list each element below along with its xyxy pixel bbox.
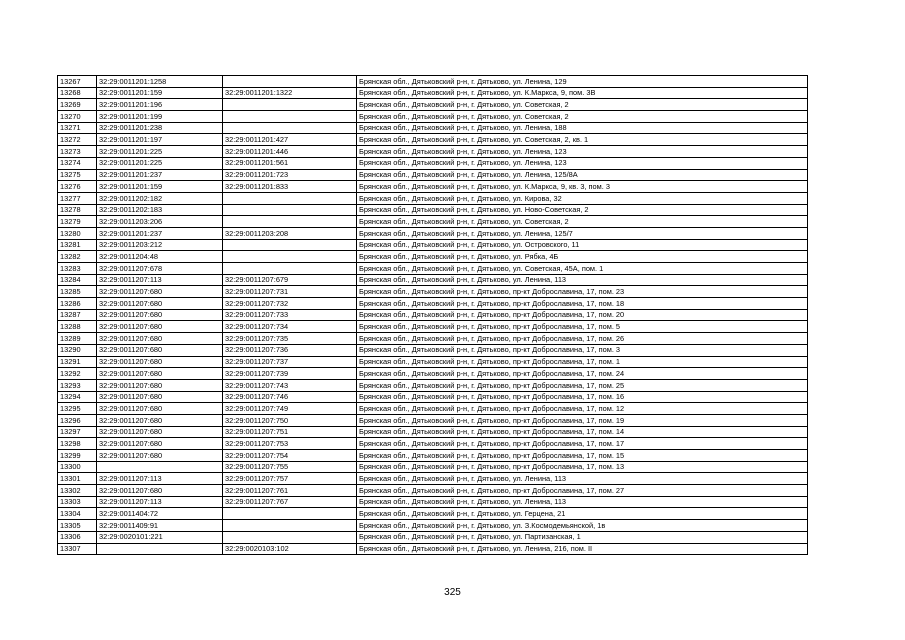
table-row bbox=[58, 531, 808, 543]
related-cadastral-number-cell: 32:29:0011203:208 bbox=[223, 227, 357, 239]
related-cadastral-number-cell: 32:29:0011207:679 bbox=[223, 274, 357, 286]
table-row bbox=[58, 157, 808, 169]
table-row bbox=[58, 496, 808, 508]
row-number-cell: 13269 bbox=[58, 99, 97, 111]
related-cadastral-number-cell: 32:29:0011201:427 bbox=[223, 134, 357, 146]
address-cell: Брянская обл., Дятьковский р-н, г. Дятьково, пр-кт Доброславина, 17, пом. 12 bbox=[357, 403, 808, 415]
cadastral-number-cell: 32:29:0011207:680 bbox=[97, 379, 223, 391]
related-cadastral-number-cell bbox=[223, 204, 357, 216]
address-cell: Брянская обл., Дятьковский р-н, г. Дятьково, ул. Ново-Советская, 2 bbox=[357, 204, 808, 216]
address-cell: Брянская обл., Дятьковский р-н, г. Дятьково, пр-кт Доброславина, 17, пом. 23 bbox=[357, 286, 808, 298]
row-number-cell: 13296 bbox=[58, 414, 97, 426]
related-cadastral-number-cell: 32:29:0011201:723 bbox=[223, 169, 357, 181]
address-cell: Брянская обл., Дятьковский р-н, г. Дятьково, ул. Советская, 2 bbox=[357, 216, 808, 228]
table-row bbox=[58, 438, 808, 450]
related-cadastral-number-cell: 32:29:0011207:743 bbox=[223, 379, 357, 391]
table-row bbox=[58, 146, 808, 158]
row-number-cell: 13297 bbox=[58, 426, 97, 438]
cadastral-number-cell: 32:29:0011207:680 bbox=[97, 286, 223, 298]
table-row bbox=[58, 216, 808, 228]
cadastral-number-cell: 32:29:0011201:225 bbox=[97, 146, 223, 158]
address-cell: Брянская обл., Дятьковский р-н, г. Дятьково, ул. Ленина, 123 bbox=[357, 157, 808, 169]
registry-table bbox=[57, 75, 808, 555]
table-row bbox=[58, 251, 808, 263]
cadastral-number-cell: 32:29:0011207:680 bbox=[97, 344, 223, 356]
cadastral-number-cell bbox=[97, 461, 223, 473]
cadastral-number-cell: 32:29:0011207:680 bbox=[97, 438, 223, 450]
cadastral-number-cell: 32:29:0011207:680 bbox=[97, 403, 223, 415]
row-number-cell: 13305 bbox=[58, 520, 97, 532]
table-row bbox=[58, 333, 808, 345]
related-cadastral-number-cell: 32:29:0011207:736 bbox=[223, 344, 357, 356]
table-row bbox=[58, 298, 808, 310]
address-cell: Брянская обл., Дятьковский р-н, г. Дятьково, ул. Советская, 2 bbox=[357, 99, 808, 111]
cadastral-number-cell: 32:29:0011207:680 bbox=[97, 426, 223, 438]
related-cadastral-number-cell: 32:29:0011207:739 bbox=[223, 368, 357, 380]
table-row bbox=[58, 485, 808, 497]
address-cell: Брянская обл., Дятьковский р-н, г. Дятьково, ул. Ленина, 113 bbox=[357, 274, 808, 286]
address-cell: Брянская обл., Дятьковский р-н, г. Дятьково, ул. Советская, 2, кв. 1 bbox=[357, 134, 808, 146]
related-cadastral-number-cell bbox=[223, 122, 357, 134]
related-cadastral-number-cell bbox=[223, 520, 357, 532]
row-number-cell: 13306 bbox=[58, 531, 97, 543]
cadastral-number-cell: 32:29:0020101:221 bbox=[97, 531, 223, 543]
table-row bbox=[58, 461, 808, 473]
table-row bbox=[58, 391, 808, 403]
table-row bbox=[58, 227, 808, 239]
registry-table-body bbox=[58, 76, 808, 555]
cadastral-number-cell: 32:29:0011201:237 bbox=[97, 169, 223, 181]
table-row bbox=[58, 321, 808, 333]
cadastral-number-cell: 32:29:0011207:680 bbox=[97, 485, 223, 497]
related-cadastral-number-cell bbox=[223, 192, 357, 204]
row-number-cell: 13298 bbox=[58, 438, 97, 450]
cadastral-number-cell: 32:29:0011207:680 bbox=[97, 309, 223, 321]
cadastral-number-cell: 32:29:0011207:680 bbox=[97, 391, 223, 403]
address-cell: Брянская обл., Дятьковский р-н, г. Дятьково, ул. Ленина, 129 bbox=[357, 76, 808, 88]
cadastral-number-cell: 32:29:0011201:159 bbox=[97, 87, 223, 99]
table-row bbox=[58, 76, 808, 88]
row-number-cell: 13276 bbox=[58, 181, 97, 193]
table-row bbox=[58, 508, 808, 520]
row-number-cell: 13289 bbox=[58, 333, 97, 345]
cadastral-number-cell: 32:29:0011202:182 bbox=[97, 192, 223, 204]
table-row bbox=[58, 274, 808, 286]
row-number-cell: 13281 bbox=[58, 239, 97, 251]
related-cadastral-number-cell bbox=[223, 263, 357, 275]
row-number-cell: 13292 bbox=[58, 368, 97, 380]
row-number-cell: 13300 bbox=[58, 461, 97, 473]
address-cell: Брянская обл., Дятьковский р-н, г. Дятьково, пр-кт Доброславина, 17, пом. 26 bbox=[357, 333, 808, 345]
cadastral-number-cell: 32:29:0011409:91 bbox=[97, 520, 223, 532]
address-cell: Брянская обл., Дятьковский р-н, г. Дятьково, ул. Ленина, 216, пом. II bbox=[357, 543, 808, 555]
related-cadastral-number-cell bbox=[223, 99, 357, 111]
row-number-cell: 13279 bbox=[58, 216, 97, 228]
address-cell: Брянская обл., Дятьковский р-н, г. Дятьково, ул. Ленина, 113 bbox=[357, 473, 808, 485]
row-number-cell: 13270 bbox=[58, 111, 97, 123]
cadastral-number-cell: 32:29:0011207:113 bbox=[97, 274, 223, 286]
address-cell: Брянская обл., Дятьковский р-н, г. Дятьково, пр-кт Доброславина, 17, пом. 20 bbox=[357, 309, 808, 321]
address-cell: Брянская обл., Дятьковский р-н, г. Дятьково, ул. К.Маркса, 9, пом. 3В bbox=[357, 87, 808, 99]
address-cell: Брянская обл., Дятьковский р-н, г. Дятьково, пр-кт Доброславина, 17, пом. 19 bbox=[357, 414, 808, 426]
row-number-cell: 13286 bbox=[58, 298, 97, 310]
row-number-cell: 13304 bbox=[58, 508, 97, 520]
cadastral-number-cell: 32:29:0011201:238 bbox=[97, 122, 223, 134]
table-row bbox=[58, 87, 808, 99]
table-row bbox=[58, 309, 808, 321]
related-cadastral-number-cell bbox=[223, 111, 357, 123]
related-cadastral-number-cell: 32:29:0011207:732 bbox=[223, 298, 357, 310]
address-cell: Брянская обл., Дятьковский р-н, г. Дятьково, пр-кт Доброславина, 17, пом. 24 bbox=[357, 368, 808, 380]
cadastral-number-cell: 32:29:0011207:113 bbox=[97, 496, 223, 508]
row-number-cell: 13272 bbox=[58, 134, 97, 146]
address-cell: Брянская обл., Дятьковский р-н, г. Дятьково, ул. Герцена, 21 bbox=[357, 508, 808, 520]
row-number-cell: 13303 bbox=[58, 496, 97, 508]
related-cadastral-number-cell: 32:29:0011207:767 bbox=[223, 496, 357, 508]
address-cell: Брянская обл., Дятьковский р-н, г. Дятьково, пр-кт Доброславина, 17, пом. 16 bbox=[357, 391, 808, 403]
row-number-cell: 13271 bbox=[58, 122, 97, 134]
table-row bbox=[58, 344, 808, 356]
table-row bbox=[58, 122, 808, 134]
related-cadastral-number-cell bbox=[223, 251, 357, 263]
related-cadastral-number-cell: 32:29:0011207:746 bbox=[223, 391, 357, 403]
row-number-cell: 13284 bbox=[58, 274, 97, 286]
table-row bbox=[58, 99, 808, 111]
related-cadastral-number-cell bbox=[223, 216, 357, 228]
related-cadastral-number-cell: 32:29:0011207:750 bbox=[223, 414, 357, 426]
related-cadastral-number-cell: 32:29:0011207:734 bbox=[223, 321, 357, 333]
row-number-cell: 13307 bbox=[58, 543, 97, 555]
cadastral-number-cell: 32:29:0011202:183 bbox=[97, 204, 223, 216]
row-number-cell: 13285 bbox=[58, 286, 97, 298]
row-number-cell: 13282 bbox=[58, 251, 97, 263]
row-number-cell: 13291 bbox=[58, 356, 97, 368]
address-cell: Брянская обл., Дятьковский р-н, г. Дятьково, пр-кт Доброславина, 17, пом. 25 bbox=[357, 379, 808, 391]
related-cadastral-number-cell bbox=[223, 239, 357, 251]
address-cell: Брянская обл., Дятьковский р-н, г. Дятьково, ул. Ленина, 123 bbox=[357, 146, 808, 158]
cadastral-number-cell: 32:29:0011201:237 bbox=[97, 227, 223, 239]
address-cell: Брянская обл., Дятьковский р-н, г. Дятьково, пр-кт Доброславина, 17, пом. 15 bbox=[357, 450, 808, 462]
address-cell: Брянская обл., Дятьковский р-н, г. Дятьково, пр-кт Доброславина, 17, пом. 18 bbox=[357, 298, 808, 310]
row-number-cell: 13273 bbox=[58, 146, 97, 158]
related-cadastral-number-cell: 32:29:0011207:754 bbox=[223, 450, 357, 462]
related-cadastral-number-cell: 32:29:0011207:761 bbox=[223, 485, 357, 497]
related-cadastral-number-cell bbox=[223, 76, 357, 88]
row-number-cell: 13275 bbox=[58, 169, 97, 181]
table-row bbox=[58, 286, 808, 298]
address-cell: Брянская обл., Дятьковский р-н, г. Дятьково, ул. Ленина, 125/8А bbox=[357, 169, 808, 181]
row-number-cell: 13302 bbox=[58, 485, 97, 497]
address-cell: Брянская обл., Дятьковский р-н, г. Дятьково, ул. К.Маркса, 9, кв. 3, пом. 3 bbox=[357, 181, 808, 193]
cadastral-number-cell: 32:29:0011207:680 bbox=[97, 333, 223, 345]
table-row bbox=[58, 169, 808, 181]
related-cadastral-number-cell: 32:29:0011207:751 bbox=[223, 426, 357, 438]
table-row bbox=[58, 426, 808, 438]
cadastral-number-cell bbox=[97, 543, 223, 555]
address-cell: Брянская обл., Дятьковский р-н, г. Дятьково, ул. З.Космодемьянской, 1в bbox=[357, 520, 808, 532]
cadastral-number-cell: 32:29:0011203:212 bbox=[97, 239, 223, 251]
cadastral-number-cell: 32:29:0011207:680 bbox=[97, 298, 223, 310]
row-number-cell: 13268 bbox=[58, 87, 97, 99]
address-cell: Брянская обл., Дятьковский р-н, г. Дятьково, ул. Советская, 45А, пом. 1 bbox=[357, 263, 808, 275]
cadastral-number-cell: 32:29:0011207:680 bbox=[97, 414, 223, 426]
row-number-cell: 13287 bbox=[58, 309, 97, 321]
cadastral-number-cell: 32:29:0011201:1258 bbox=[97, 76, 223, 88]
table-row bbox=[58, 403, 808, 415]
row-number-cell: 13294 bbox=[58, 391, 97, 403]
address-cell: Брянская обл., Дятьковский р-н, г. Дятьково, пр-кт Доброславина, 17, пом. 27 bbox=[357, 485, 808, 497]
cadastral-number-cell: 32:29:0011207:680 bbox=[97, 356, 223, 368]
table-row bbox=[58, 414, 808, 426]
related-cadastral-number-cell: 32:29:0011207:735 bbox=[223, 333, 357, 345]
address-cell: Брянская обл., Дятьковский р-н, г. Дятьково, пр-кт Доброславина, 17, пом. 17 bbox=[357, 438, 808, 450]
row-number-cell: 13283 bbox=[58, 263, 97, 275]
row-number-cell: 13280 bbox=[58, 227, 97, 239]
row-number-cell: 13290 bbox=[58, 344, 97, 356]
table-row bbox=[58, 379, 808, 391]
related-cadastral-number-cell: 32:29:0011207:749 bbox=[223, 403, 357, 415]
related-cadastral-number-cell: 32:29:0011207:733 bbox=[223, 309, 357, 321]
related-cadastral-number-cell: 32:29:0011201:561 bbox=[223, 157, 357, 169]
address-cell: Брянская обл., Дятьковский р-н, г. Дятьково, пр-кт Доброславина, 17, пом. 14 bbox=[357, 426, 808, 438]
address-cell: Брянская обл., Дятьковский р-н, г. Дятьково, пр-кт Доброславина, 17, пом. 3 bbox=[357, 344, 808, 356]
table-row bbox=[58, 134, 808, 146]
row-number-cell: 13267 bbox=[58, 76, 97, 88]
table-row bbox=[58, 356, 808, 368]
address-cell: Брянская обл., Дятьковский р-н, г. Дятьково, ул. Рябка, 4Б bbox=[357, 251, 808, 263]
table-row bbox=[58, 192, 808, 204]
cadastral-number-cell: 32:29:0011201:159 bbox=[97, 181, 223, 193]
table-row bbox=[58, 450, 808, 462]
cadastral-number-cell: 32:29:0011201:196 bbox=[97, 99, 223, 111]
address-cell: Брянская обл., Дятьковский р-н, г. Дятьково, ул. Ленина, 113 bbox=[357, 496, 808, 508]
address-cell: Брянская обл., Дятьковский р-н, г. Дятьково, ул. Кирова, 32 bbox=[357, 192, 808, 204]
row-number-cell: 13295 bbox=[58, 403, 97, 415]
row-number-cell: 13288 bbox=[58, 321, 97, 333]
row-number-cell: 13274 bbox=[58, 157, 97, 169]
cadastral-number-cell: 32:29:0011204:48 bbox=[97, 251, 223, 263]
related-cadastral-number-cell: 32:29:0011207:757 bbox=[223, 473, 357, 485]
cadastral-number-cell: 32:29:0011201:197 bbox=[97, 134, 223, 146]
related-cadastral-number-cell: 32:29:0011201:1322 bbox=[223, 87, 357, 99]
table-row bbox=[58, 111, 808, 123]
address-cell: Брянская обл., Дятьковский р-н, г. Дятьково, пр-кт Доброславина, 17, пом. 5 bbox=[357, 321, 808, 333]
related-cadastral-number-cell: 32:29:0011207:753 bbox=[223, 438, 357, 450]
related-cadastral-number-cell: 32:29:0011207:737 bbox=[223, 356, 357, 368]
cadastral-number-cell: 32:29:0011207:678 bbox=[97, 263, 223, 275]
table-row bbox=[58, 263, 808, 275]
table-row bbox=[58, 473, 808, 485]
row-number-cell: 13293 bbox=[58, 379, 97, 391]
cadastral-number-cell: 32:29:0011201:199 bbox=[97, 111, 223, 123]
related-cadastral-number-cell bbox=[223, 508, 357, 520]
table-row bbox=[58, 368, 808, 380]
cadastral-number-cell: 32:29:0011203:206 bbox=[97, 216, 223, 228]
related-cadastral-number-cell: 32:29:0011207:731 bbox=[223, 286, 357, 298]
cadastral-number-cell: 32:29:0011207:680 bbox=[97, 450, 223, 462]
table-row bbox=[58, 239, 808, 251]
cadastral-number-cell: 32:29:0011201:225 bbox=[97, 157, 223, 169]
row-number-cell: 13301 bbox=[58, 473, 97, 485]
address-cell: Брянская обл., Дятьковский р-н, г. Дятьково, пр-кт Доброславина, 17, пом. 13 bbox=[357, 461, 808, 473]
table-row bbox=[58, 520, 808, 532]
row-number-cell: 13299 bbox=[58, 450, 97, 462]
related-cadastral-number-cell: 32:29:0011201:833 bbox=[223, 181, 357, 193]
related-cadastral-number-cell: 32:29:0011207:755 bbox=[223, 461, 357, 473]
row-number-cell: 13277 bbox=[58, 192, 97, 204]
address-cell: Брянская обл., Дятьковский р-н, г. Дятьково, ул. Партизанская, 1 bbox=[357, 531, 808, 543]
cadastral-number-cell: 32:29:0011207:680 bbox=[97, 368, 223, 380]
related-cadastral-number-cell: 32:29:0020103:102 bbox=[223, 543, 357, 555]
address-cell: Брянская обл., Дятьковский р-н, г. Дятьково, пр-кт Доброславина, 17, пом. 1 bbox=[357, 356, 808, 368]
cadastral-number-cell: 32:29:0011207:680 bbox=[97, 321, 223, 333]
page-number: 325 bbox=[444, 587, 461, 598]
table-row bbox=[58, 204, 808, 216]
table-row bbox=[58, 543, 808, 555]
table-row bbox=[58, 181, 808, 193]
address-cell: Брянская обл., Дятьковский р-н, г. Дятьково, ул. Ленина, 125/7 bbox=[357, 227, 808, 239]
cadastral-number-cell: 32:29:0011404:72 bbox=[97, 508, 223, 520]
related-cadastral-number-cell bbox=[223, 531, 357, 543]
address-cell: Брянская обл., Дятьковский р-н, г. Дятьково, ул. Островского, 11 bbox=[357, 239, 808, 251]
cadastral-number-cell: 32:29:0011207:113 bbox=[97, 473, 223, 485]
row-number-cell: 13278 bbox=[58, 204, 97, 216]
address-cell: Брянская обл., Дятьковский р-н, г. Дятьково, ул. Советская, 2 bbox=[357, 111, 808, 123]
related-cadastral-number-cell: 32:29:0011201:446 bbox=[223, 146, 357, 158]
address-cell: Брянская обл., Дятьковский р-н, г. Дятьково, ул. Ленина, 188 bbox=[357, 122, 808, 134]
